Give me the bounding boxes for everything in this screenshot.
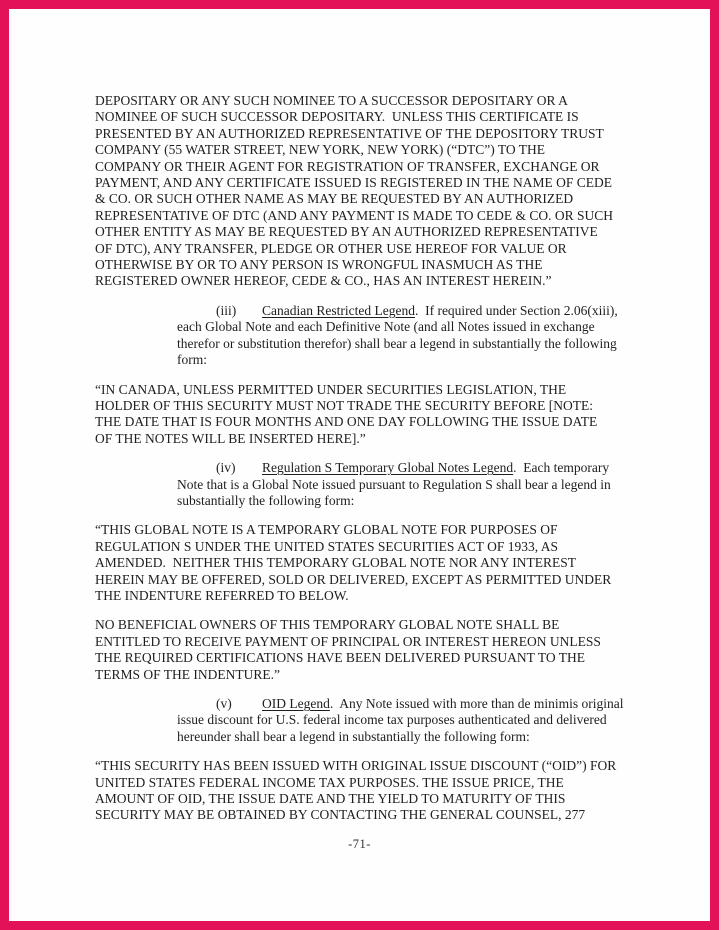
text-line: REPRESENTATIVE OF DTC (AND ANY PAYMENT IS MADE TO CEDE & CO. OR SUCH [95, 207, 613, 223]
text-line: “THIS GLOBAL NOTE IS A TEMPORARY GLOBAL NOTE FOR PURPOSES OF [95, 522, 558, 538]
text-line: form: [177, 352, 207, 368]
text-line: UNITED STATES FEDERAL INCOME TAX PURPOSES. THE ISSUE PRICE, THE [95, 774, 564, 790]
text-line: COMPANY OR THEIR AGENT FOR REGISTRATION OF TRANSFER, EXCHANGE OR [95, 158, 600, 174]
page-number: -71- [348, 837, 371, 851]
text-line: issue discount for U.S. federal income tax purposes authenticated and delivered [177, 712, 607, 728]
text-line: AMENDED. NEITHER THIS TEMPORARY GLOBAL NOTE NOR ANY INTEREST [95, 555, 576, 571]
text-line: THE INDENTURE REFERRED TO BELOW. [95, 587, 349, 603]
text-line: OF DTC), ANY TRANSFER, PLEDGE OR OTHER USE HEREOF FOR VALUE OR [95, 240, 567, 256]
text-line: THE DATE THAT IS FOUR MONTHS AND ONE DAY FOLLOWING THE ISSUE DATE [95, 414, 598, 430]
text-line: REGULATION S UNDER THE UNITED STATES SECURITIES ACT OF 1933, AS [95, 538, 559, 554]
legend-heading-oid: OID Legend [262, 696, 330, 711]
text-line: ENTITLED TO RECEIVE PAYMENT OF PRINCIPAL OR INTEREST HEREON UNLESS [95, 633, 601, 649]
legend-heading-canadian-restricted: Canadian Restricted Legend [262, 302, 415, 318]
text-line: therefor or substitution therefor) shall bear a legend in substantially the following [177, 335, 617, 351]
item-marker-iii: (iii) [216, 302, 237, 318]
legend-heading-regulation-s: Regulation S Temporary Global Notes Legend [262, 460, 514, 476]
text-line: “THIS SECURITY HAS BEEN ISSUED WITH ORIGINAL ISSUE DISCOUNT (“OID”) FOR [95, 758, 617, 774]
paragraph-canada-legend [95, 382, 655, 448]
text-line: Note that is a Global Note issued pursuant to Regulation S shall bear a legend in [177, 476, 611, 492]
text-line: NOMINEE OF SUCH SUCCESSOR DEPOSITARY. UNLESS THIS CERTIFICATE IS [95, 109, 579, 125]
paragraph-dtc-legend [95, 93, 655, 290]
text-line: TERMS OF THE INDENTURE.” [95, 666, 280, 682]
text-line: AMOUNT OF OID, THE ISSUE DATE AND THE YIELD TO MATURITY OF THIS [95, 791, 566, 807]
text-line: PAYMENT, AND ANY CERTIFICATE ISSUED IS REGISTERED IN THE NAME OF CEDE [95, 175, 612, 191]
text-line: OTHERWISE BY OR TO ANY PERSON IS WRONGFUL INASMUCH AS THE [95, 257, 543, 273]
text-line: HOLDER OF THIS SECURITY MUST NOT TRADE THE SECURITY BEFORE [NOTE: [95, 397, 594, 413]
text-line: each Global Note and each Definitive Note (and all Notes issued in exchange [177, 319, 595, 335]
text-line: & CO. OR SUCH OTHER NAME AS MAY BE REQUESTED BY AN AUTHORIZED [95, 191, 574, 207]
text-line: “IN CANADA, UNLESS PERMITTED UNDER SECURITIES LEGISLATION, THE [95, 381, 567, 397]
text-line: COMPANY (55 WATER STREET, NEW YORK, NEW YORK) (“DTC”) TO THE [95, 142, 545, 158]
item-marker-iv: (iv) [216, 460, 236, 476]
text-line: SECURITY MAY BE OBTAINED BY CONTACTING THE GENERAL COUNSEL, 277 [95, 807, 586, 823]
list-item-iv-first-line [216, 460, 655, 476]
list-item-v-continuation [177, 712, 655, 745]
text-line: NO BENEFICIAL OWNERS OF THIS TEMPORARY GLOBAL NOTE SHALL BE [95, 617, 560, 633]
list-item-iii-first-line [216, 303, 655, 319]
text-line: HEREIN MAY BE OFFERED, SOLD OR DELIVERED, EXCEPT AS PERMITTED UNDER [95, 571, 612, 587]
legend-heading-trailing-text: . Any Note issued with more than de minimis original [329, 696, 624, 711]
text-line: DEPOSITARY OR ANY SUCH NOMINEE TO A SUCCESSOR DEPOSITARY OR A [95, 93, 568, 108]
text-line: PRESENTED BY AN AUTHORIZED REPRESENTATIVE OF THE DEPOSITORY TRUST [95, 125, 604, 141]
list-item-iii [177, 303, 655, 369]
text-line: REGISTERED OWNER HEREOF, CEDE & CO., HAS AN INTEREST HEREIN.” [95, 273, 552, 289]
list-item-v [177, 696, 655, 745]
paragraph-no-beneficial-owners [95, 617, 655, 683]
paragraph-oid-security [95, 758, 655, 824]
text-line: substantially the following form: [177, 492, 355, 508]
text-line: hereunder shall bear a legend in substantially the following form: [177, 728, 530, 744]
text-line: OF THE NOTES WILL BE INSERTED HERE].” [95, 430, 366, 446]
item-marker-v: (v) [216, 696, 232, 711]
document-body [95, 93, 655, 837]
legend-heading-trailing-text: . Each temporary [513, 460, 610, 476]
list-item-v-first-line [216, 696, 655, 712]
list-item-iv [177, 460, 655, 509]
legend-heading-trailing-text: . If required under Section 2.06(xiii), [414, 302, 618, 318]
list-item-iii-continuation [177, 319, 655, 368]
text-line: THE REQUIRED CERTIFICATIONS HAVE BEEN DELIVERED PURSUANT TO THE [95, 650, 585, 666]
paragraph-temporary-global-note [95, 522, 655, 604]
list-item-iv-continuation [177, 477, 655, 510]
text-line: OTHER ENTITY AS MAY BE REQUESTED BY AN AUTHORIZED REPRESENTATIVE [95, 224, 598, 240]
